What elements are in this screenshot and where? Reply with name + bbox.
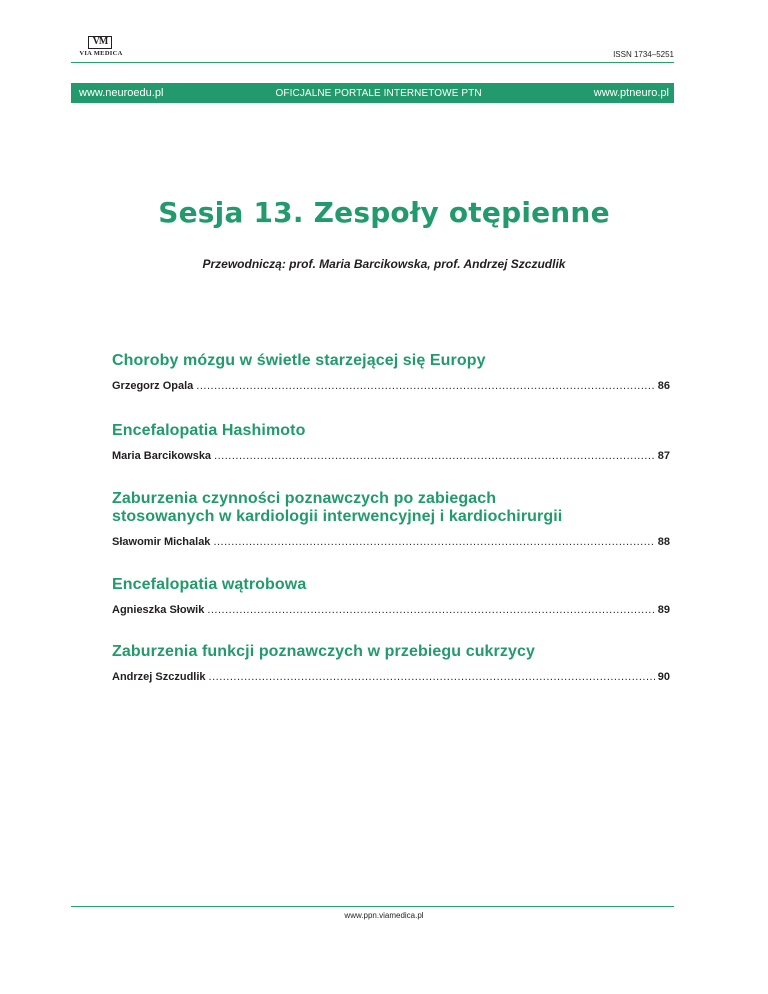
toc-entry bbox=[112, 643, 670, 684]
toc-entry-author: Sławomir Michalak bbox=[112, 536, 211, 548]
toc-entry-line bbox=[112, 671, 670, 684]
toc-entry-title-cont: stosowanych w kardiologii interwencyjnej i kardiochirurgii bbox=[112, 508, 563, 525]
toc-leader-dots bbox=[214, 450, 655, 463]
toc-entry-line bbox=[112, 604, 670, 617]
toc-entry-title: Encefalopatia wątrobowa bbox=[112, 576, 307, 593]
toc-entry-title: Zaburzenia czynności poznawczych po zabiegach bbox=[112, 490, 497, 507]
toc-entry-page: 88 bbox=[657, 536, 670, 548]
banner-link-ptneuro[interactable]: www.ptneuro.pl bbox=[593, 87, 669, 99]
header-divider bbox=[71, 62, 674, 63]
toc-entry-page: 90 bbox=[657, 671, 670, 683]
toc-entry-line bbox=[112, 450, 670, 463]
banner-link-neuroedu[interactable]: www.neuroedu.pl bbox=[79, 87, 164, 99]
toc-entry bbox=[112, 490, 670, 549]
toc-leader-dots bbox=[196, 380, 654, 393]
toc-entry-author: Grzegorz Opala bbox=[112, 380, 194, 392]
session-title: Sesja 13. Zespoły otępienne bbox=[158, 196, 610, 229]
toc-entry-title: Choroby mózgu w świetle starzejącej się Europy bbox=[112, 352, 486, 369]
issn-label: ISSN 1734–5251 bbox=[613, 50, 674, 59]
toc-leader-dots bbox=[209, 671, 655, 684]
toc-entry-page: 89 bbox=[657, 604, 670, 616]
toc-entry-line bbox=[112, 380, 670, 393]
toc-leader-dots bbox=[213, 536, 654, 549]
session-chairs: Przewodniczą: prof. Maria Barcikowska, prof. Andrzej Szczudlik bbox=[202, 257, 566, 271]
portal-banner bbox=[71, 83, 674, 103]
toc-entry bbox=[112, 576, 670, 617]
toc-entry-author: Andrzej Szczudlik bbox=[112, 671, 206, 683]
toc-entry bbox=[112, 422, 670, 463]
logo-text: VIA MEDICA bbox=[79, 50, 123, 57]
toc-entry-author: Maria Barcikowska bbox=[112, 450, 212, 462]
banner-caption: OFICJALNE PORTALE INTERNETOWE PTN bbox=[275, 87, 482, 99]
toc-entry-line bbox=[112, 536, 670, 549]
toc-leader-dots bbox=[207, 604, 654, 617]
footer-divider bbox=[71, 906, 674, 907]
toc-entry-page: 87 bbox=[657, 450, 670, 462]
toc-entry-title: Encefalopatia Hashimoto bbox=[112, 422, 306, 439]
toc-entry bbox=[112, 352, 670, 393]
logo-mark: VM bbox=[88, 36, 112, 49]
toc-entry-title: Zaburzenia funkcji poznawczych w przebiegu cukrzycy bbox=[112, 643, 535, 660]
footer-url[interactable]: www.ppn.viamedica.pl bbox=[344, 911, 424, 920]
via-medica-logo bbox=[71, 36, 131, 60]
toc-entry-author: Agnieszka Słowik bbox=[112, 604, 205, 616]
toc-entry-page: 86 bbox=[657, 380, 670, 392]
